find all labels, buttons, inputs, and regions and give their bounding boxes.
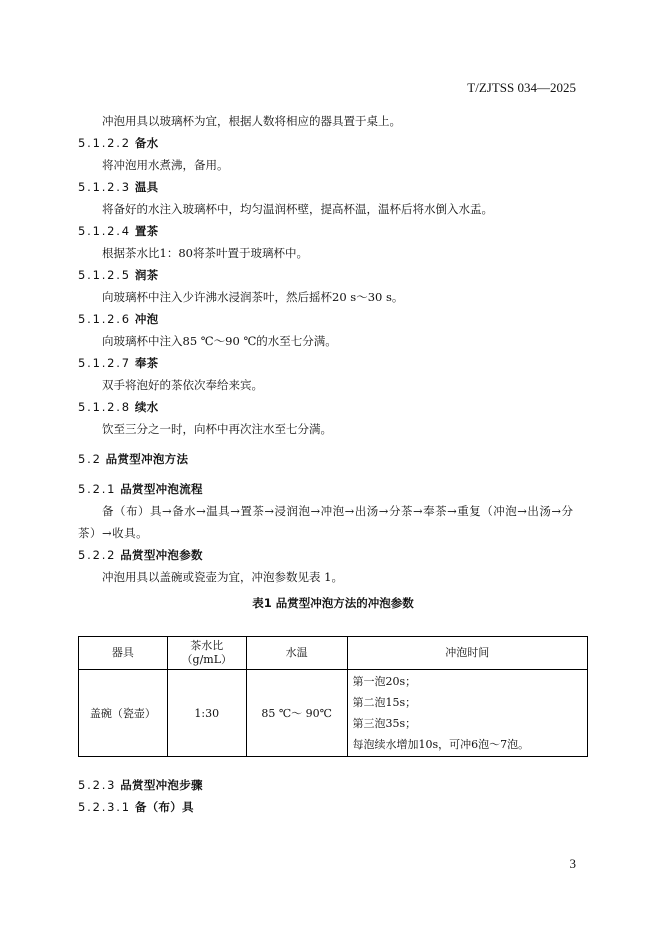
- paragraph: 冲泡用具以盖碗或瓷壶为宜，冲泡参数见表 1。: [102, 570, 343, 584]
- brew-time-line: 每泡续水增加10s，可冲6泡～7泡。: [352, 738, 530, 751]
- clause-title: 奉茶: [134, 356, 159, 370]
- section-heading: [78, 448, 588, 470]
- clause-number: 5.2.2: [78, 548, 117, 562]
- brew-time-line: 第三泡35s；: [352, 717, 417, 730]
- header-ratio: [167, 637, 246, 670]
- clause-title: 品赏型冲泡步骤: [120, 778, 203, 792]
- clause-title: 品赏型冲泡流程: [120, 482, 203, 496]
- cell-vessel: 盖碗（瓷壶）: [79, 670, 168, 757]
- paragraph: 双手将泡好的茶依次奉给来宾。: [102, 378, 263, 392]
- clause-number: 5.2.1: [78, 482, 117, 496]
- paragraph: 向玻璃杯中注入少许沸水浸润茶叶，然后摇杯20 s～30 s。: [102, 290, 404, 304]
- clause-title: 品赏型冲泡参数: [120, 548, 203, 562]
- clause-number: 5.1.2.4: [78, 224, 131, 238]
- clause-heading: [78, 132, 588, 154]
- document-body: [78, 110, 588, 622]
- paragraph: 根据茶水比1：80将茶叶置于玻璃杯中。: [102, 246, 308, 260]
- following-clauses: [78, 774, 588, 818]
- paragraph: 饮至三分之一时，向杯中再次注水至七分满。: [102, 422, 332, 436]
- clause-heading: [78, 796, 588, 818]
- clause-heading: [78, 220, 588, 242]
- clause-number: 5.1.2.3: [78, 180, 131, 194]
- clause-number: 5.1.2.8: [78, 400, 131, 414]
- header-brew-time: 冲泡时间: [347, 637, 587, 670]
- page-number: 3: [569, 856, 576, 871]
- clause-title: 品赏型冲泡方法: [105, 452, 189, 466]
- header-temperature: 水温: [246, 637, 347, 670]
- paragraph: 冲泡用具以玻璃杯为宜，根据人数将相应的器具置于桌上。: [102, 114, 401, 128]
- clause-number: 5.1.2.5: [78, 268, 131, 282]
- cell-ratio: 1:30: [167, 670, 246, 757]
- paragraph: 将冲泡用水煮沸，备用。: [102, 158, 229, 172]
- clause-title: 备（布）具: [134, 800, 194, 814]
- clause-heading: [78, 176, 588, 198]
- clause-number: 5.2.3: [78, 778, 117, 792]
- clause-number: 5.2.3.1: [78, 800, 131, 814]
- header-vessel: 器具: [79, 637, 168, 670]
- clause-heading: [78, 264, 588, 286]
- table-header-row: [79, 637, 588, 670]
- table-caption: 表1 品赏型冲泡方法的冲泡参数: [252, 596, 414, 610]
- document-code: T/ZJTSS 034—2025: [467, 80, 576, 95]
- table-row: [79, 670, 588, 757]
- clause-title: 冲泡: [134, 312, 159, 326]
- clause-title: 润茶: [134, 268, 159, 282]
- clause-heading: [78, 544, 588, 566]
- flow-paragraph: 备（布）具→备水→温具→置茶→浸润泡→冲泡→出汤→分茶→奉茶→重复（冲泡→出汤→分茶）→收具。: [78, 504, 574, 540]
- clause-title: 备水: [134, 136, 159, 150]
- clause-title: 温具: [134, 180, 159, 194]
- brew-time-line: 第二泡15s；: [352, 696, 417, 709]
- header-ratio-label: 茶水比: [190, 639, 224, 652]
- clause-number: 5.1.2.6: [78, 312, 131, 326]
- clause-number: 5.1.2.2: [78, 136, 131, 150]
- clause-number: 5.2: [78, 452, 102, 466]
- clause-title: 置茶: [134, 224, 159, 238]
- brew-time-line: 第一泡20s；: [352, 675, 417, 688]
- header-ratio-unit: （g/mL）: [181, 653, 233, 666]
- paragraph: 向玻璃杯中注入85 ℃～90 ℃的水至七分满。: [102, 334, 337, 348]
- clause-heading: [78, 396, 588, 418]
- clause-heading: [78, 774, 588, 796]
- cell-brew-time: [347, 670, 587, 757]
- clause-heading: [78, 308, 588, 330]
- clause-heading: [78, 478, 588, 500]
- clause-title: 续水: [134, 400, 159, 414]
- cell-temperature: 85 ℃～ 90℃: [246, 670, 347, 757]
- paragraph: 将备好的水注入玻璃杯中，均匀温润杯壁，提高杯温，温杯后将水倒入水盂。: [102, 202, 493, 216]
- clause-heading: [78, 352, 588, 374]
- clause-number: 5.1.2.7: [78, 356, 131, 370]
- brewing-parameters-table: [78, 636, 588, 757]
